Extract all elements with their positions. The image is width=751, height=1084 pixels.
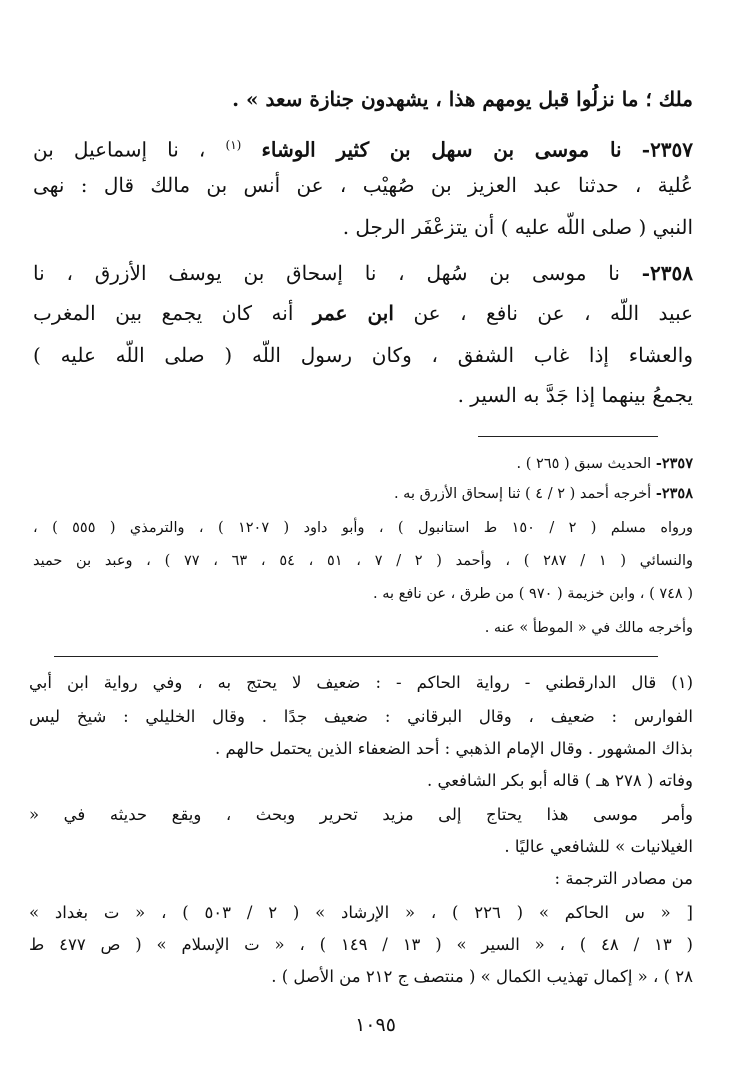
takhrij-text: أخرجه أحمد ( ٢ / ٤ ) ثنا إسحاق الأزرق به . [393,486,652,502]
note-line-7: من مصادر الترجمة : [554,869,693,888]
hadith-2358-line-4: يجمعُ بينهما إذا جَدَّ به السير . [457,383,693,407]
note-line-10: ٢٨ ) ، « إكمال تهذيب الكمال » ( منتصف ج ٢١٢ من الأصل ) . [271,967,693,986]
isnad-text: ، نا إسماعيل بن [33,137,206,162]
note-line-9: ( ١٣ / ٤٨ ) ، « السير » ( ١٣ / ١٤٩ ) ، « ت الإسلام » ( ص ٤٧٧ ط [29,935,693,954]
note-line-1: (١) قال الدارقطني - رواية الحاكم - : ضعيف لا يحتج به ، وفي رواية ابن أبي [29,673,693,692]
isnad-text: عبيد اللَّه ، عن نافع ، عن [413,301,693,325]
separator-rule [54,656,658,657]
page-number: ١٠٩٥ [355,1014,396,1036]
companion-name: ابن عمر [312,301,394,325]
isnad-text: نا موسى بن سُهل ، نا إسحاق بن يوسف الأزرق ، نا [33,261,620,285]
hadith-2358-line-1 [33,258,693,290]
main-text-line: ملك ؛ ما نزلُوا قبل يومهم هذا ، يشهدون جنازة سعد » . [232,87,693,111]
takhrij-line-3: ورواه مسلم ( ٢ / ١٥٠ ط استانبول ) ، وأبو داود ( ١٢٠٧ ) ، والترمذي ( ٥٥٥ ) ، [33,520,693,536]
note-line-3: بذاك المشهور . وقال الإمام الذهبي : أحد الضعفاء الذين يحتمل حالهم . [214,739,693,758]
isnad-text: نا موسى بن سهل بن كثير الوشاء [261,137,622,162]
takhrij-text: الحديث سبق ( ٢٦٥ ) . [516,456,652,472]
hadith-2358-line-3: والعشاء إذا غاب الشفق ، وكان رسول اللَّه ( صلى اللَّه عليه ) [33,343,693,367]
footnote-marker: (١) [225,138,242,152]
note-line-5: وأمر موسى هذا يحتاج إلى مزيد تحرير وبحث ، ويقع حديثه في « [29,805,693,824]
hadith-number: ٢٣٥٨- [641,261,693,285]
takhrij-line-5: ( ٧٤٨ ) ، وابن خزيمة ( ٩٧٠ ) من طرق ، عن نافع به . [373,586,693,602]
separator-rule [478,436,658,437]
takhrij-line-1 [33,452,693,478]
hadith-2357-line-1 [33,130,693,162]
takhrij-line-6: وأخرجه مالك في « الموطأ » عنه . [484,620,693,636]
hadith-2357-line-3: النبي ( صلى اللَّه عليه ) أن يتزعْفَر الرجل . [342,215,693,239]
takhrij-line-4: والنسائي ( ١ / ٢٨٧ ) ، وأحمد ( ٢ / ٧ ، ٥١ ، ٥٤ ، ٦٣ ، ٧٧ ) ، وعبد بن حميد [33,553,693,569]
note-line-4: وفاته ( ٢٧٨ هـ ) قاله أبو بكر الشافعي . [426,771,693,790]
hadith-2357-line-2: عُلية ، حدثنا عبد العزيز بن صُهيْب ، عن أنس بن مالك قال : نهى [33,173,693,197]
note-line-6: الغيلانيات » للشافعي عاليًا . [504,837,693,856]
matn-text: أنه كان يجمع بين المغرب [33,301,294,325]
hadith-number: ٢٣٥٨- [655,485,693,502]
takhrij-line-2 [33,482,693,508]
hadith-number: ٢٣٥٧- [641,137,693,162]
note-line-8: [ « س الحاكم » ( ٢٢٦ ) ، « الإرشاد » ( ٢ / ٥٠٣ ) ، « ت بغداد » [29,903,693,922]
hadith-2358-line-2 [33,298,693,330]
hadith-number: ٢٣٥٧- [655,455,693,472]
note-line-2: الفوارس : ضعيف ، وقال البرقاني : ضعيف جدًا . وقال الخليلي : شيخ ليس [29,707,693,726]
